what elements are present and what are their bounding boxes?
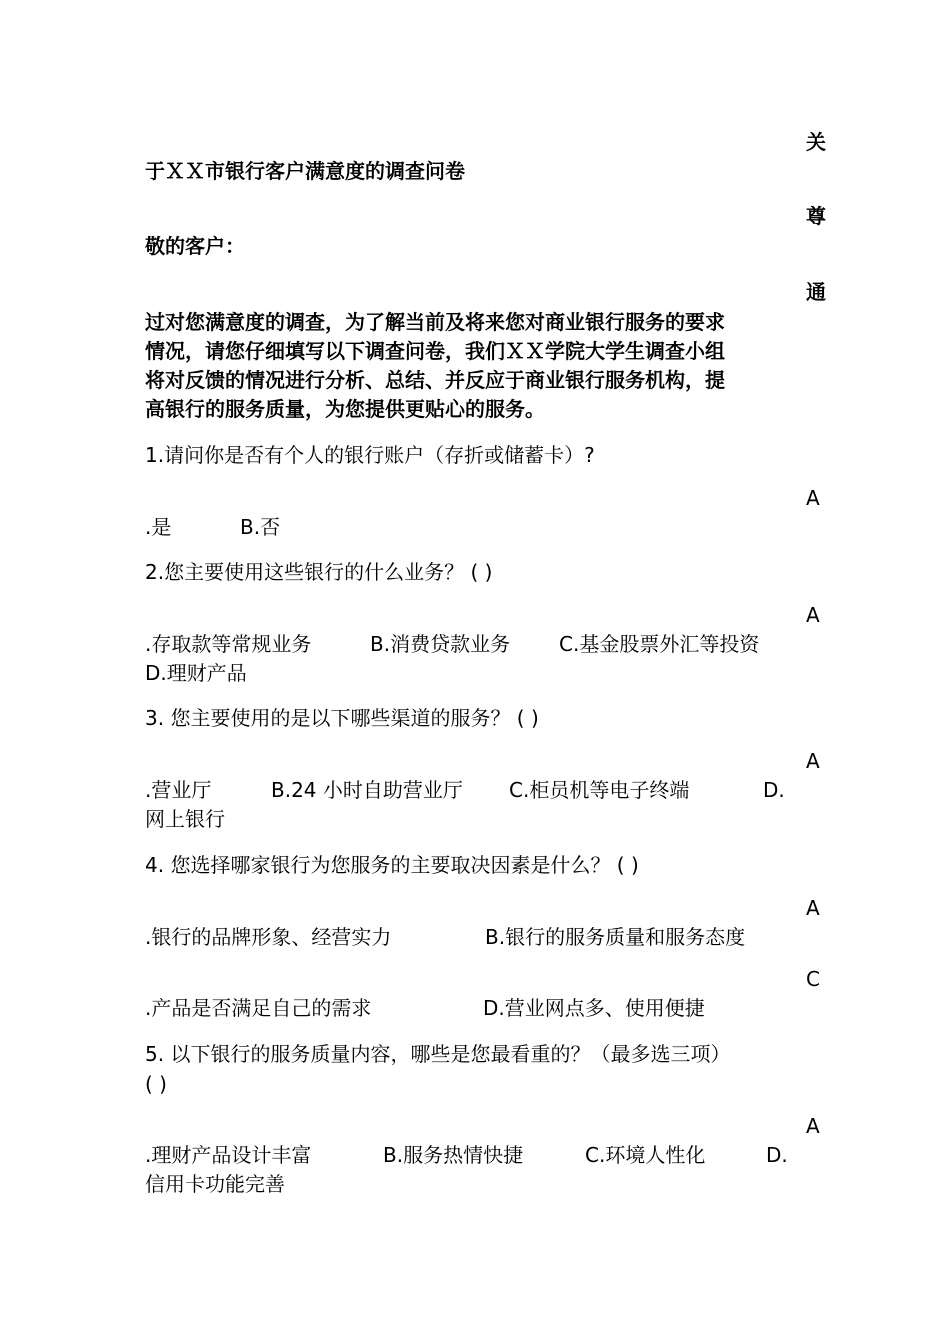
- margin-char: A: [806, 1114, 820, 1138]
- option-b: B.银行的服务质量和服务态度: [485, 925, 746, 949]
- option-c: C.基金股票外汇等投资: [559, 632, 760, 656]
- margin-char: 通: [806, 280, 826, 304]
- option-d: D.营业网点多、使用便捷: [483, 996, 705, 1020]
- option-b: B.服务热情快捷: [383, 1143, 524, 1167]
- question-2: 2.您主要使用这些银行的什么业务？ ( ): [145, 560, 493, 584]
- option-c: C.柜员机等电子终端: [509, 778, 690, 802]
- question-1: 1.请问你是否有个人的银行账户（存折或储蓄卡）?: [145, 443, 595, 467]
- intro-line: 情况，请您仔细填写以下调查问卷，我们ＸＸ学院大学生调查小组: [145, 339, 725, 363]
- option-b: B.否: [240, 515, 281, 539]
- option-a: .银行的品牌形象、经营实力: [145, 925, 392, 949]
- question-3-options: [145, 775, 805, 805]
- question-4-options-row-2: [145, 993, 805, 1023]
- option-a: .是: [145, 515, 172, 539]
- option-a: .营业厅: [145, 778, 212, 802]
- question-5-option-d: 信用卡功能完善: [145, 1172, 285, 1196]
- option-a: .存取款等常规业务: [145, 632, 312, 656]
- intro-line: 将对反馈的情况进行分析、总结、并反应于商业银行服务机构，提: [145, 368, 725, 392]
- margin-char: 关: [806, 130, 826, 154]
- option-d: D.: [763, 778, 785, 802]
- margin-char: A: [806, 486, 820, 510]
- intro-line: 高银行的服务质量，为您提供更贴心的服务。: [145, 397, 545, 421]
- option-a: .理财产品设计丰富: [145, 1143, 312, 1167]
- margin-char: C: [806, 967, 820, 991]
- greeting: 敬的客户：: [145, 234, 245, 258]
- margin-char: A: [806, 603, 820, 627]
- option-c: C.环境人性化: [585, 1143, 706, 1167]
- option-d: D.: [766, 1143, 788, 1167]
- question-1-options: [145, 512, 805, 542]
- question-4: 4. 您选择哪家银行为您服务的主要取决因素是什么？ ( ): [145, 853, 639, 877]
- question-2-options: [145, 629, 805, 659]
- document-title: 于ＸＸ市银行客户满意度的调查问卷: [145, 159, 465, 183]
- question-5: 5. 以下银行的服务质量内容，哪些是您最看重的？（最多选三项）: [145, 1042, 731, 1066]
- margin-char: A: [806, 896, 820, 920]
- margin-char: A: [806, 749, 820, 773]
- option-b: B.消费贷款业务: [370, 632, 511, 656]
- question-3: 3. 您主要使用的是以下哪些渠道的服务？ ( ): [145, 706, 539, 730]
- question-3-option-d: 网上银行: [145, 807, 225, 831]
- question-5-answer-slot: ( ): [145, 1072, 167, 1096]
- margin-char: 尊: [806, 204, 826, 228]
- question-4-options-row-1: [145, 922, 805, 952]
- question-2-option-d: D.理财产品: [145, 661, 247, 685]
- option-c: .产品是否满足自己的需求: [145, 996, 372, 1020]
- intro-line: 过对您满意度的调查，为了解当前及将来您对商业银行服务的要求: [145, 310, 725, 334]
- option-b: B.24 小时自助营业厅: [271, 778, 463, 802]
- question-5-options: [145, 1140, 805, 1170]
